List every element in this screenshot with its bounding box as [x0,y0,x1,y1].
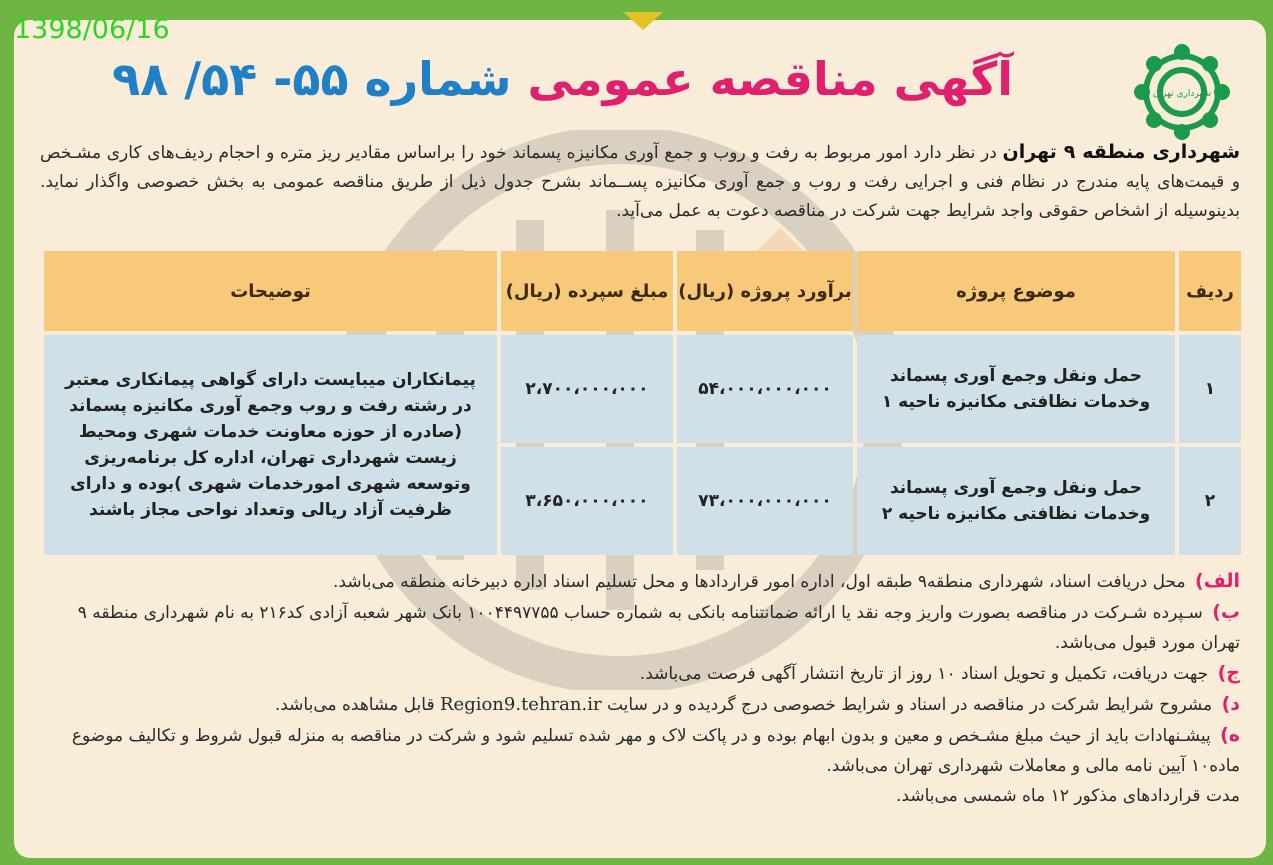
row-subject: حمل ونقل وجمع آوری پسماند وخدمات نظافتی مکانیزه ناحیه ۲ [857,447,1175,555]
intro-org: شهرداری منطقه ۹ تهران [1002,141,1240,163]
item-marker: ه) [1220,724,1240,746]
list-item [40,720,1240,781]
header-row-number: ردیف [1179,251,1241,331]
item-text: قابل مشاهده می‌باشد. [274,695,435,715]
item-text: پیشـنهادات باید از حیث مبلغ مشـخص و معین و بدون ابهام بوده و در پاکت لاک و مهر شده تسلیم شود و شرکت در مناقصه به منزله قبول شروط و تکالیف موضوع ماده۱۰ آیین نامه مالی و معاملات شهرداری تهران می‌باشد. [71,726,1240,776]
row-subject: حمل ونقل وجمع آوری پسماند وخدمات نظافتی مکانیزه ناحیه ۱ [857,335,1175,443]
intro-body: در نظر دارد امور مربوط به رفت و روب و جمع آوری مکانیزه پسماند خود را براساس مقادیر ریز متره و احجام ردیف‌های کاری مشـخص و قیمت‌های پایه مندرج در نظام فنی و اجرایی رفت و روب و جمع آوری مکانیزه پســماند بشرح جدول ذیل از طریق مناقصه عمومی به بخش خصوصی واگذار نماید. بدینوسیله از اشخاص حقوقی واجد شرایط جهت شرکت در مناقصه دعوت به عمل می‌آید. [40,143,1240,221]
tehran-municipality-logo [1118,42,1246,142]
item-text: مشروح شرایط شرکت در مناقصه در اسناد و شرایط خصوصی درج گردیده و در سایت [606,695,1213,715]
header-estimate: برآورد پروژه (ریال) [677,251,853,331]
row-notes: پیمانکاران میبایست دارای گواهی پیمانکاری معتبر در رشته رفت و روب وجمع آوری مکانیزه پسماند (صادره از حوزه معاونت خدمات شهری ومحیط زیست شهرداری تهران، اداره کل برنامه‌ریزی وتوسعه شهری امورخدمات شهری )بوده و دارای ظرفیت آزاد ریالی وتعداد نواحی مجاز باشند [44,335,497,555]
list-item [40,658,1240,689]
row-deposit: ۳،۶۵۰،۰۰۰،۰۰۰ [501,447,673,555]
row-deposit: ۲،۷۰۰،۰۰۰،۰۰۰ [501,335,673,443]
header-deposit: مبلغ سپرده (ریال) [501,251,673,331]
row-estimate: ۷۳،۰۰۰،۰۰۰،۰۰۰ [677,447,853,555]
item-marker: ج) [1217,662,1240,684]
item-text: محل دریافت اسناد، شهرداری منطقه۹ طبقه اول، اداره امور قراردادها و محل تسلیم اسناد اداره دبیرخانه منطقه می‌باشد. [333,572,1186,592]
conditions-list [40,566,1240,811]
row-number: ۱ [1179,335,1241,443]
list-item [40,689,1240,720]
item-marker: ب) [1212,601,1240,623]
date-stamp: 1398/06/16 [14,14,170,45]
intro-paragraph [40,138,1240,226]
table-header-row [44,251,1241,331]
contract-duration: مدت قراردادهای مذکور ۱۲ ماه شمسی می‌باشد. [896,786,1240,806]
item-marker: د) [1221,693,1240,715]
website-link[interactable]: Region9.tehran.ir [439,694,602,715]
title-main: آگهی مناقصه عمومی [527,52,1013,106]
item-marker: الف) [1195,570,1240,592]
item-text: جهت دریافت، تکمیل و تحویل اسناد ۱۰ روز از تاریخ انتشار آگهی فرصت می‌باشد. [639,664,1209,684]
header-subject: موضوع پروژه [857,251,1175,331]
list-item [40,566,1240,597]
logo-text: شهرداری تهران [1152,89,1212,99]
top-marker-icon [623,12,663,30]
page-title [112,52,1013,106]
row-estimate: ۵۴،۰۰۰،۰۰۰،۰۰۰ [677,335,853,443]
tender-table [40,247,1245,559]
table-row [44,335,1241,443]
row-number: ۲ [1179,447,1241,555]
item-text: سـپرده شـرکت در مناقصه بصورت واریز وجه نقد یا ارائه ضمانتنامه بانکی به شماره حساب ۱۰۰۴۴۹۷۷۵۵ بانک شهر شعبه آزادی کد۲۱۶ به نام شهرداری منطقه ۹ تهران مورد قبول می‌باشد. [77,603,1240,653]
title-number: شماره ۵۵- ۵۴/ ۹۸ [112,52,512,106]
header-notes: توضیحات [44,251,497,331]
list-item [40,597,1240,658]
